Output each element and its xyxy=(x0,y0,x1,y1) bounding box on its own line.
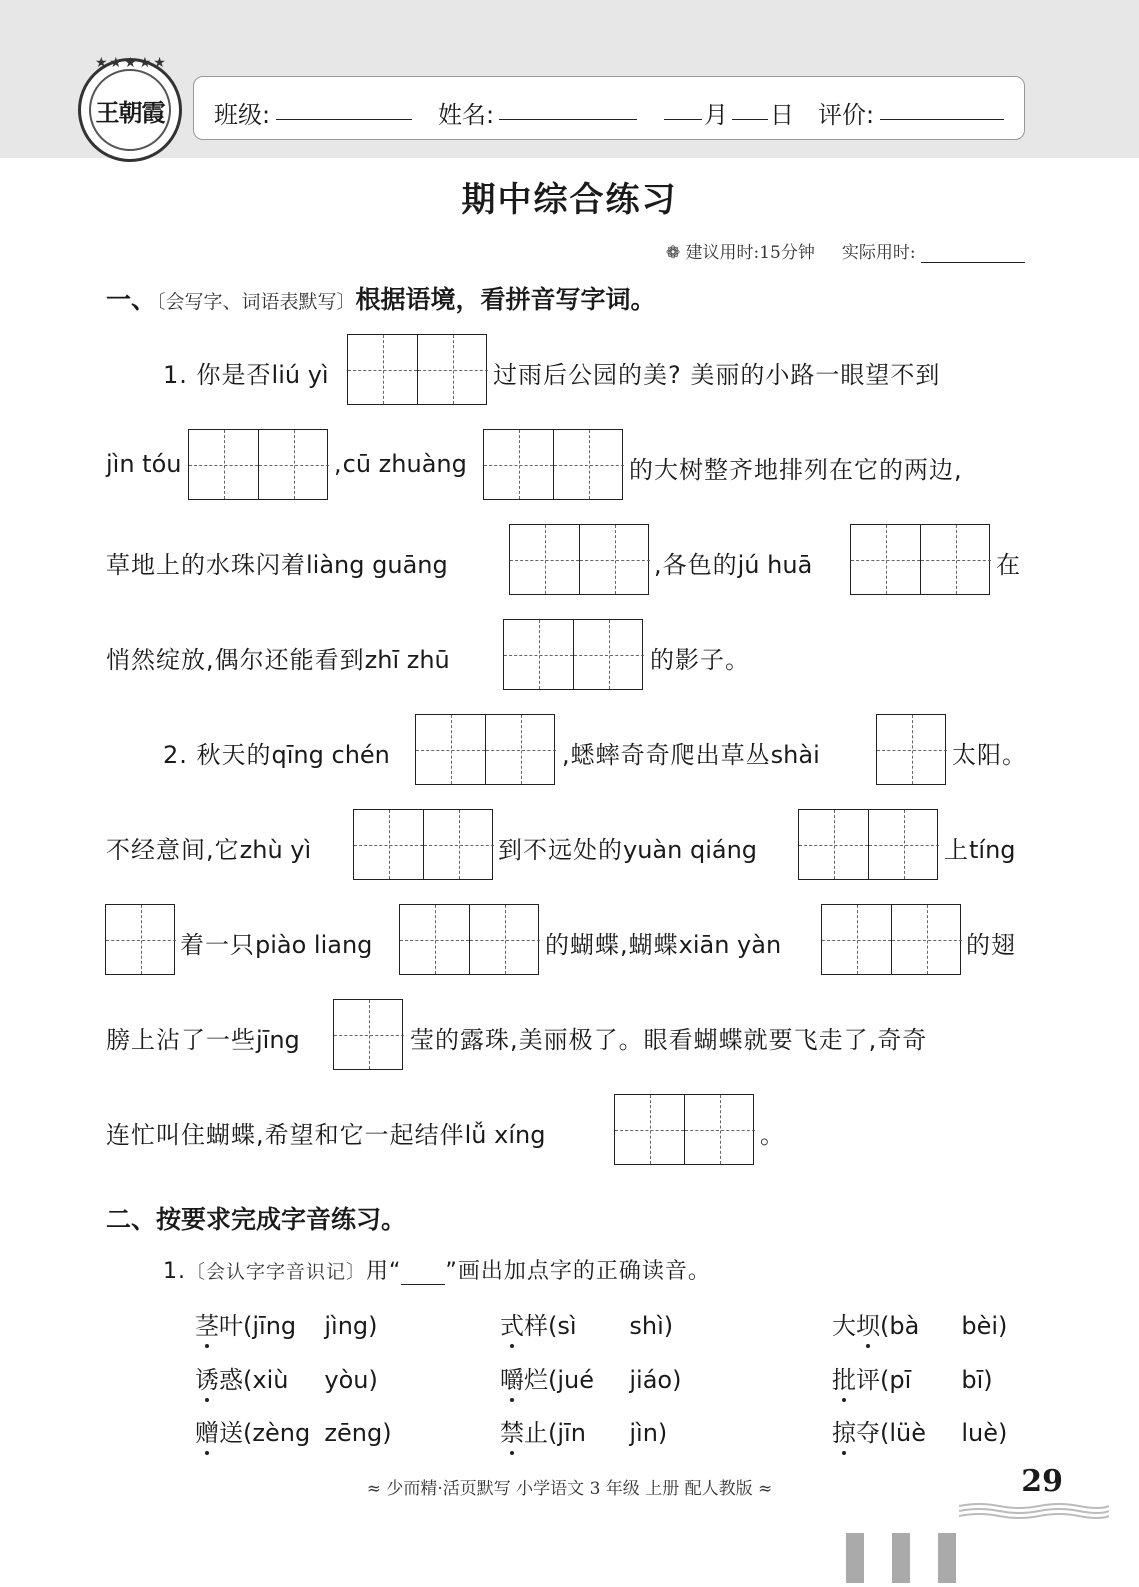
edge-marks xyxy=(846,1533,984,1587)
reading-option[interactable]: jīn xyxy=(557,1419,586,1447)
reading-option[interactable]: shì xyxy=(629,1312,664,1340)
writing-grid[interactable] xyxy=(850,524,990,595)
day-label: 日 xyxy=(770,101,794,129)
pinyin-prompt: qīng chén xyxy=(271,741,390,769)
pinyin-prompt: lǚ xíng xyxy=(464,1121,546,1149)
logo-stars: ★★★★★ xyxy=(95,55,168,71)
exercise-line xyxy=(106,450,181,478)
pinyin-prompt: liú yì xyxy=(271,361,329,389)
grid-cell[interactable] xyxy=(424,810,494,879)
actual-time-field[interactable] xyxy=(921,246,1025,263)
grid-cell[interactable] xyxy=(504,620,574,689)
exercise-line xyxy=(545,925,781,960)
pinyin-prompt: cū zhuàng xyxy=(342,450,467,478)
grid-cell[interactable] xyxy=(685,1095,755,1164)
line-text: 悄然绽放,偶尔还能看到 xyxy=(106,646,365,674)
section1-tag: 〔会写字、词语表默写〕 xyxy=(156,291,356,313)
writing-grid[interactable] xyxy=(483,429,623,500)
grid-cell[interactable] xyxy=(484,430,554,499)
grid-cell[interactable] xyxy=(799,810,869,879)
reading-option[interactable]: bèi xyxy=(961,1312,999,1340)
grid-cell[interactable] xyxy=(554,430,624,499)
exercise-line xyxy=(629,450,963,485)
page-number: 29 xyxy=(1021,1464,1063,1499)
grid-cell[interactable] xyxy=(892,905,962,974)
sub-tag: 〔会认字字音识记〕 xyxy=(186,1261,367,1283)
exercise-line xyxy=(163,355,329,390)
pinyin-prompt: liàng guāng xyxy=(306,551,448,579)
writing-grid[interactable] xyxy=(821,904,961,975)
grid-cell[interactable] xyxy=(334,1000,404,1069)
pinyin-prompt: jìn tóu xyxy=(106,450,182,478)
pinyin-prompt: yuàn qiáng xyxy=(623,836,758,864)
section1-instruction: 根据语境，看拼音写字词。 xyxy=(355,285,656,314)
sub-text: 用“ xyxy=(366,1259,402,1284)
pinyin-prompt: piào liang xyxy=(255,931,373,959)
suggested-time: 建议用时:15分钟 xyxy=(685,243,815,263)
clock-icon: ❁ xyxy=(665,243,681,263)
reading-option[interactable]: yòu xyxy=(324,1366,369,1394)
reading-option[interactable]: zēng xyxy=(324,1419,383,1447)
writing-grid[interactable] xyxy=(333,999,403,1070)
underline-sample xyxy=(401,1270,445,1285)
line-text: ,蟋蟀奇奇爬出草丛 xyxy=(562,741,771,769)
grid-cell[interactable] xyxy=(259,430,329,499)
grid-cell[interactable] xyxy=(416,715,486,784)
reading-option[interactable]: pī xyxy=(889,1366,912,1394)
actual-time-label: 实际用时: xyxy=(841,243,916,263)
writing-grid[interactable] xyxy=(188,429,328,500)
grid-cell[interactable] xyxy=(869,810,939,879)
pinyin-prompt: zhù yì xyxy=(239,836,312,864)
grid-cell[interactable] xyxy=(822,905,892,974)
exercise-line xyxy=(334,450,467,478)
exercise-line xyxy=(760,1115,785,1150)
grid-cell[interactable] xyxy=(580,525,650,594)
grid-cell[interactable] xyxy=(921,525,991,594)
pronunciation-item: 茎叶(jīng jìng) xyxy=(195,1312,378,1340)
grid-cell[interactable] xyxy=(486,715,556,784)
student-info-box xyxy=(193,76,1025,140)
pronunciation-item: 嚼烂(jué jiáo) xyxy=(500,1366,682,1394)
pinyin-prompt: tíng xyxy=(969,836,1016,864)
grid-cell[interactable] xyxy=(851,525,921,594)
exercise-line xyxy=(498,830,757,865)
grid-cell[interactable] xyxy=(615,1095,685,1164)
writing-grid[interactable] xyxy=(353,809,493,880)
grid-cell[interactable] xyxy=(189,430,259,499)
reading-option[interactable]: lüè xyxy=(889,1419,927,1447)
exercise-line xyxy=(106,1020,300,1055)
class-label: 班级: xyxy=(214,101,271,129)
exercise-line xyxy=(180,925,372,960)
exercise-line xyxy=(106,545,448,580)
exercise-line xyxy=(106,830,311,865)
section2-subquestion xyxy=(163,1254,711,1285)
logo-text: 王朝霞 xyxy=(89,69,171,151)
reading-option[interactable]: bà xyxy=(889,1312,920,1340)
grid-cell[interactable] xyxy=(354,810,424,879)
exercise-line xyxy=(163,735,390,770)
reading-option[interactable]: jiáo xyxy=(629,1366,673,1394)
line-text: 上 xyxy=(944,836,969,864)
line-text: 的大树整齐地排列在它的两边, xyxy=(629,456,963,484)
section1-heading xyxy=(106,280,656,316)
line-text: 太阳。 xyxy=(952,741,1027,769)
name-label: 姓名: xyxy=(438,101,495,129)
line-text: 草地上的水珠闪着 xyxy=(106,551,306,579)
line-text: 1. 你是否 xyxy=(163,361,272,389)
pronunciation-item: 大坝(bà bèi) xyxy=(832,1312,1008,1340)
exercise-line-cont xyxy=(493,355,940,390)
pinyin-prompt: xiān yàn xyxy=(678,931,782,959)
line-text: 在 xyxy=(996,551,1021,579)
wave-decoration xyxy=(959,1500,1109,1520)
time-info xyxy=(666,238,1025,263)
line-text: ,各色的 xyxy=(654,551,738,579)
grid-cell[interactable] xyxy=(418,335,488,404)
line-text: 膀上沾了一些 xyxy=(106,1026,256,1054)
exercise-line xyxy=(944,830,1016,865)
reading-option[interactable]: luè xyxy=(961,1419,999,1447)
section1-number: 一、 xyxy=(106,285,157,314)
month-field[interactable] xyxy=(664,97,702,120)
writing-grid[interactable] xyxy=(105,904,175,975)
reading-option[interactable]: xiù xyxy=(252,1366,289,1394)
grid-cell[interactable] xyxy=(106,905,176,974)
reading-option[interactable]: zèng xyxy=(252,1419,311,1447)
line-text: 的影子。 xyxy=(650,646,750,674)
reading-option[interactable]: sì xyxy=(557,1312,577,1340)
page-title: 期中综合练习 xyxy=(461,180,678,220)
line-text: 莹的露珠,美丽极了。眼看蝴蝶就要飞走了,奇奇 xyxy=(410,1026,928,1054)
pronunciation-item: 禁止(jīn jìn) xyxy=(500,1419,668,1447)
exercise-line xyxy=(106,640,450,675)
writing-grid[interactable] xyxy=(415,714,555,785)
pinyin-prompt: jú huā xyxy=(737,551,813,579)
line-text: 连忙叫住蝴蝶,希望和它一起结伴 xyxy=(106,1121,465,1149)
writing-grid[interactable] xyxy=(876,714,946,785)
exercise-line xyxy=(410,1020,927,1055)
exercise-line xyxy=(952,735,1027,770)
pronunciation-item: 掠夺(lüè luè) xyxy=(832,1419,1008,1447)
line-text: , xyxy=(334,450,343,478)
day-field[interactable] xyxy=(732,97,768,120)
exercise-line xyxy=(966,925,1016,960)
pronunciation-item: 赠送(zèng zēng) xyxy=(195,1419,392,1447)
writing-grid[interactable] xyxy=(347,334,487,405)
line-text: 着一只 xyxy=(180,931,255,959)
line-text: 的翅 xyxy=(966,931,1016,959)
pronunciation-item: 诱惑(xiù yòu) xyxy=(195,1366,378,1394)
publisher-logo xyxy=(78,55,182,162)
grid-cell[interactable] xyxy=(348,335,418,404)
exercise-line xyxy=(654,545,812,580)
line-text: 2. 秋天的 xyxy=(163,741,272,769)
evaluation-label: 评价: xyxy=(818,101,875,129)
sub-text: ”画出加点字的正确读音。 xyxy=(445,1259,711,1284)
pronunciation-item: 批评(pī bī) xyxy=(832,1366,993,1394)
reading-option[interactable]: jìn xyxy=(629,1419,658,1447)
evaluation-field[interactable] xyxy=(880,97,1004,120)
writing-grid[interactable] xyxy=(614,1094,754,1165)
reading-option[interactable]: jué xyxy=(557,1366,595,1394)
sub-number: 1. xyxy=(163,1259,186,1284)
writing-grid[interactable] xyxy=(798,809,938,880)
line-text: 到不远处的 xyxy=(498,836,623,864)
writing-grid[interactable] xyxy=(503,619,643,690)
pinyin-prompt: shài xyxy=(770,741,820,769)
writing-grid[interactable] xyxy=(399,904,539,975)
grid-cell[interactable] xyxy=(510,525,580,594)
line-text: 。 xyxy=(760,1121,785,1149)
class-field[interactable] xyxy=(276,97,412,120)
line-text: 不经意间,它 xyxy=(106,836,240,864)
exercise-line xyxy=(562,735,820,770)
exercise-line xyxy=(650,640,750,675)
section2-heading: 二、按要求完成字音练习。 xyxy=(106,1205,407,1234)
name-field[interactable] xyxy=(499,97,637,120)
grid-cell[interactable] xyxy=(574,620,644,689)
grid-cell[interactable] xyxy=(470,905,540,974)
footer: ≈ 少而精·活页默写 小学语文 3 年级 上册 配人教版 ≈ xyxy=(366,1479,773,1499)
line-text: 的蝴蝶,蝴蝶 xyxy=(545,931,679,959)
grid-cell[interactable] xyxy=(400,905,470,974)
reading-option[interactable]: bī xyxy=(961,1366,984,1394)
pronunciation-item: 式样(sì shì) xyxy=(500,1312,674,1340)
reading-option[interactable]: jīng xyxy=(252,1312,297,1340)
exercise-line xyxy=(996,545,1021,580)
pinyin-prompt: zhī zhū xyxy=(364,646,450,674)
month-label: 月 xyxy=(704,101,728,129)
grid-cell[interactable] xyxy=(877,715,947,784)
reading-option[interactable]: jìng xyxy=(324,1312,369,1340)
line-text: 过雨后公园的美? 美丽的小路一眼望不到 xyxy=(493,361,941,389)
writing-grid[interactable] xyxy=(509,524,649,595)
exercise-line xyxy=(106,1115,545,1150)
pinyin-prompt: jīng xyxy=(256,1026,300,1054)
